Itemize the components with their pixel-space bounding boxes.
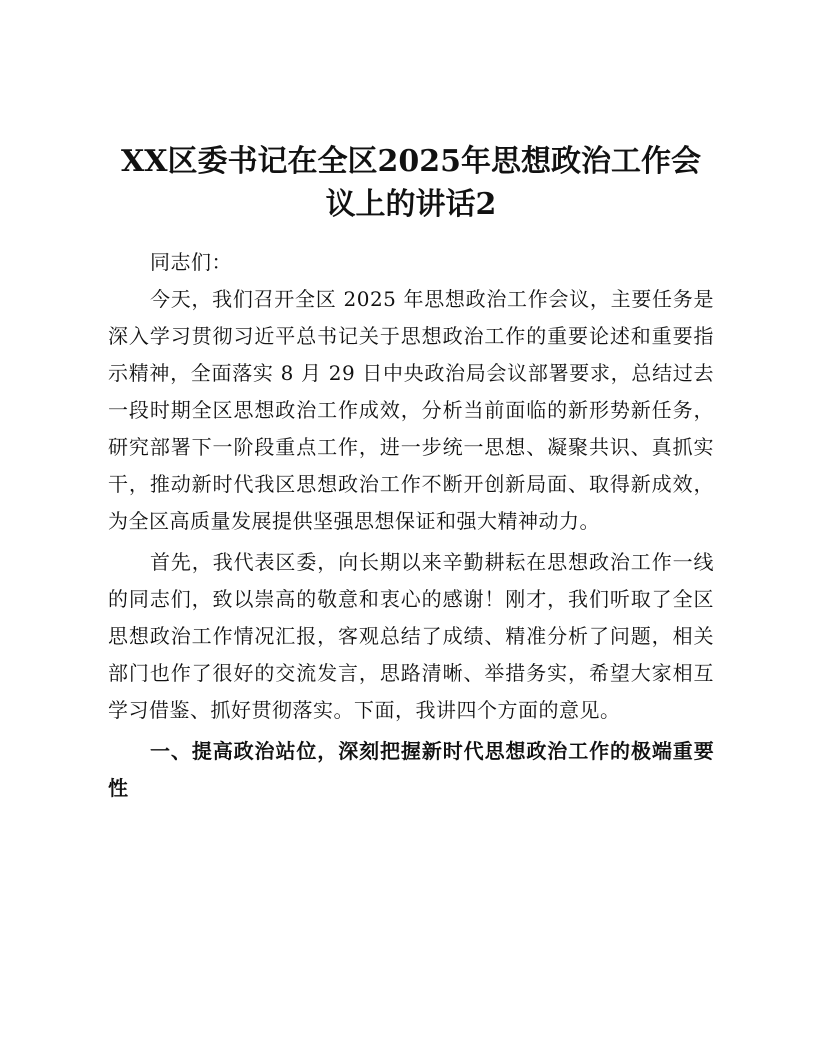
section-heading-one: 一、提高政治站位，深刻把握新时代思想政治工作的极端重要性 — [108, 739, 714, 800]
document-title: XX区委书记在全区2025年思想政治工作会议上的讲话2 — [120, 144, 702, 222]
document-page — [108, 140, 714, 807]
paragraph-opening: 今天，我们召开全区 2025 年思想政治工作会议，主要任务是深入学习贯彻习近平总书记关于思想政治工作的重要论述和重要指示精神，全面落实 8 月 29 日中央政治局会议部署要求，总结过去一段时期全区思想政治工作成效，分析当前面临的新形势新任务，研究部署下一阶段重点工作，进一步统一思想、凝聚共识、真抓实干，推动新时代我区思想政治工作不断开创新局面、取得新成效，为全区高质量发展提供坚强思想保证和强大精神动力。 — [108, 287, 714, 533]
paragraph-thanks: 首先，我代表区委，向长期以来辛勤耕耘在思想政治工作一线的同志们，致以崇高的敬意和衷心的感谢！刚才，我们听取了全区思想政治工作情况汇报，客观总结了成绩、精准分析了问题，相关部门也作了很好的交流发言，思路清晰、举措务实，希望大家相互学习借鉴、抓好贯彻落实。下面，我讲四个方面的意见。 — [108, 550, 714, 722]
salutation: 同志们： — [150, 250, 232, 274]
